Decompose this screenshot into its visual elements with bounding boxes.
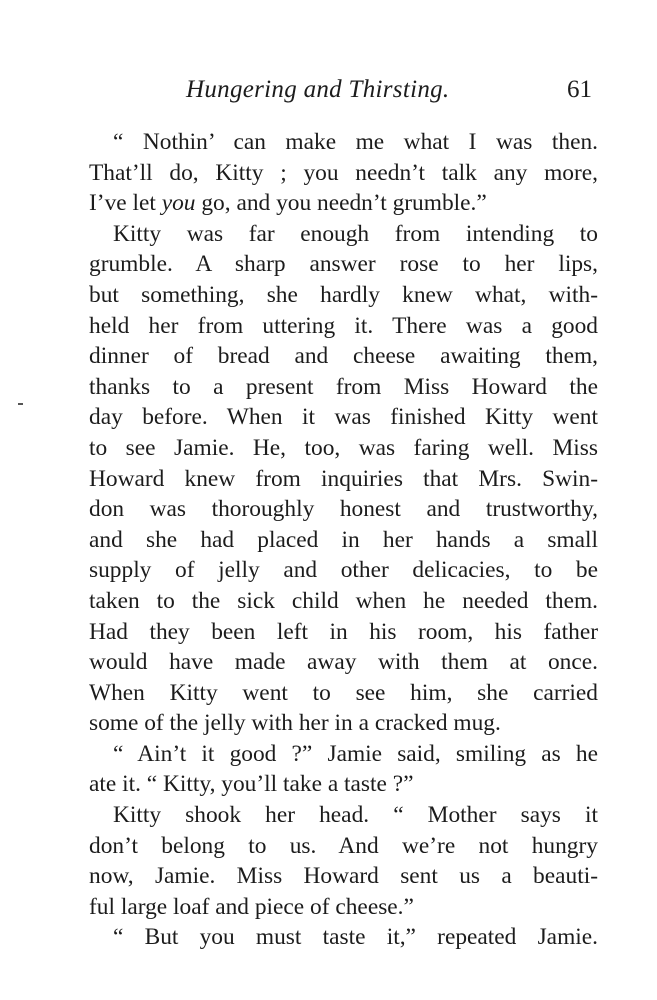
body-text	[89, 127, 598, 953]
text-line: day before. When it was finished Kitty went	[89, 404, 598, 431]
text-line: “ But you must taste it,” repeated Jamie.	[113, 924, 598, 951]
text-line: Kitty shook her head. “ Mother says it	[113, 802, 598, 829]
text-segment: I’ve let	[89, 190, 162, 217]
running-title: Hungering and Thirsting.	[186, 76, 450, 103]
text-line: taken to the sick child when he needed them.	[89, 587, 598, 614]
text-line: dinner of bread and cheese awaiting them,	[89, 343, 598, 370]
text-line: ate it. “ Kitty, you’ll take a taste ?”	[89, 771, 414, 798]
text-line: and she had placed in her hands a small	[89, 526, 598, 553]
text-line: some of the jelly with her in a cracked mug.	[89, 710, 501, 737]
text-line: don was thoroughly honest and trustworthy,	[89, 496, 598, 523]
text-line: held her from uttering it. There was a good	[89, 312, 598, 339]
text-line: would have made away with them at once.	[89, 649, 598, 676]
text-line: ful large loaf and piece of cheese.”	[89, 893, 414, 920]
text-line: Kitty was far enough from intending to	[113, 220, 598, 247]
text-line: “ Nothin’ can make me what I was then.	[113, 129, 598, 155]
text-line: grumble. A sharp answer rose to her lips,	[89, 251, 598, 278]
text-line: but something, she hardly knew what, with-	[89, 281, 598, 308]
text-line	[89, 188, 598, 219]
text-line: Howard knew from inquiries that Mrs. Swin-	[89, 465, 598, 492]
text-line: thanks to a present from Miss Howard the	[89, 373, 598, 400]
text-line: to see Jamie. He, too, was faring well. Miss	[89, 434, 598, 461]
page-number: 61	[567, 76, 592, 103]
text-line: That’ll do, Kitty ; you needn’t talk any more,	[89, 159, 598, 186]
text-line: “ Ain’t it good ?” Jamie said, smiling as he	[113, 740, 598, 767]
text-line: don’t belong to us. And we’re not hungry	[89, 832, 598, 859]
text-line: supply of jelly and other delicacies, to be	[89, 557, 598, 584]
margin-mark	[18, 403, 23, 405]
text-line: When Kitty went to see him, she carried	[89, 679, 598, 706]
emphasized-word: you	[161, 190, 196, 217]
text-line: now, Jamie. Miss Howard sent us a beauti-	[89, 863, 598, 890]
text-line: Had they been left in his room, his father	[89, 618, 598, 645]
text-segment: go, and you needn’t grumble.”	[195, 190, 487, 217]
